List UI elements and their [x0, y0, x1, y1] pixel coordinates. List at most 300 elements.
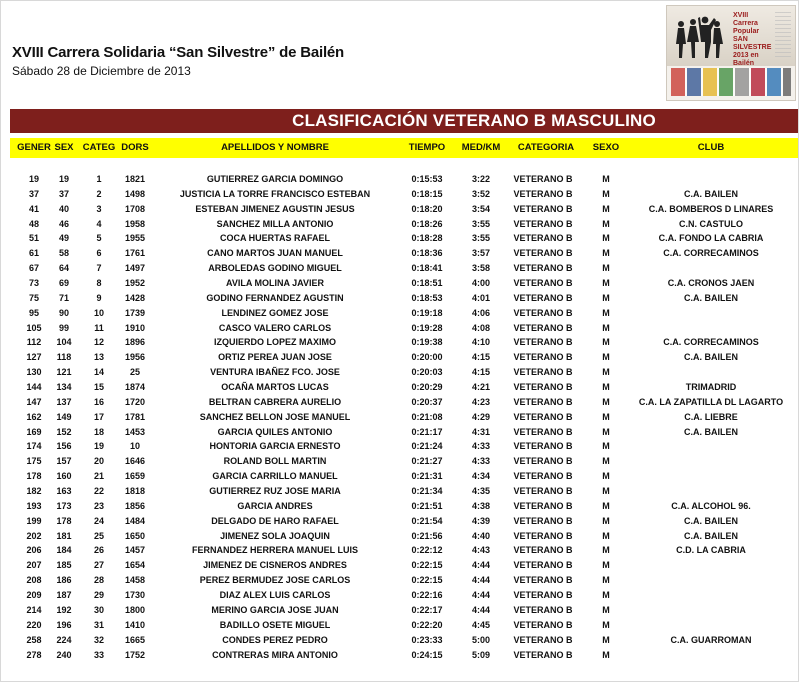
- cell-sex: 69: [58, 278, 69, 289]
- cell-dors: 1453: [124, 426, 146, 437]
- cell-med-km: 4:29: [471, 411, 490, 422]
- cell-gener: 19: [28, 174, 39, 184]
- table-row: [10, 276, 798, 291]
- cell-categ: 5: [96, 233, 102, 244]
- cell-dors: 1818: [124, 486, 146, 497]
- table-row: [10, 439, 798, 454]
- cell-tiempo: 0:21:31: [411, 471, 443, 482]
- cell-categoria: VETERANO B: [513, 471, 573, 482]
- cell-gener: 220: [26, 619, 42, 630]
- cell-sexo: M: [602, 575, 610, 586]
- cell-categ: 7: [96, 263, 102, 274]
- cell-med-km: 4:45: [471, 619, 490, 630]
- cell-apellidos: JUSTICIA LA TORRE FRANCISCO ESTEBAN: [179, 188, 371, 199]
- col-header-categ: CATEG: [82, 142, 116, 153]
- cell-categoria: VETERANO B: [513, 292, 573, 303]
- cell-tiempo: 0:19:18: [411, 307, 443, 318]
- cell-categoria: VETERANO B: [513, 634, 573, 645]
- cell-apellidos: JIMENEZ DE CISNEROS ANDRES: [203, 560, 347, 571]
- cell-sex: 152: [56, 426, 72, 437]
- cell-sexo: M: [602, 337, 610, 348]
- cell-gener: 206: [26, 545, 42, 556]
- cell-categoria: VETERANO B: [513, 604, 573, 615]
- cell-categ: 23: [93, 500, 104, 511]
- cell-sex: 64: [58, 263, 69, 274]
- cell-dors: 1896: [124, 337, 146, 348]
- cell-apellidos: DIAZ ALEX LUIS CARLOS: [219, 590, 331, 601]
- cell-gener: 193: [26, 500, 42, 511]
- cell-gener: 162: [26, 411, 42, 422]
- cell-dors: 1739: [124, 307, 146, 318]
- cell-med-km: 4:01: [471, 292, 490, 303]
- cell-tiempo: 0:15:53: [411, 174, 443, 184]
- results-table-body: [10, 172, 798, 662]
- cell-sex: 118: [56, 352, 72, 363]
- cell-apellidos: OCAÑA MARTOS LUCAS: [221, 382, 329, 393]
- cell-categoria: VETERANO B: [513, 337, 573, 348]
- table-row: [10, 172, 798, 187]
- cell-med-km: 4:38: [471, 500, 490, 511]
- cell-apellidos: SANCHEZ MILLA ANTONIO: [216, 218, 334, 229]
- cell-apellidos: ESTEBAN JIMENEZ AGUSTIN JESUS: [195, 203, 355, 214]
- cell-med-km: 4:10: [471, 337, 490, 348]
- cell-club: C.A. BAILEN: [684, 352, 738, 363]
- cell-dors: 1781: [124, 411, 146, 422]
- cell-gener: 214: [26, 604, 42, 615]
- cell-apellidos: GARCIA CARRILLO MANUEL: [212, 471, 338, 482]
- cell-tiempo: 0:22:15: [411, 560, 443, 571]
- cell-tiempo: 0:23:33: [411, 634, 443, 645]
- cell-sexo: M: [602, 174, 610, 184]
- cell-sexo: M: [602, 203, 610, 214]
- cell-tiempo: 0:21:54: [411, 515, 443, 526]
- cell-med-km: 5:09: [471, 649, 490, 660]
- cell-gener: 130: [26, 367, 42, 378]
- col-header-categoria: CATEGORIA: [517, 142, 575, 153]
- cell-categ: 10: [93, 307, 104, 318]
- cell-sexo: M: [602, 634, 610, 645]
- cell-med-km: 4:35: [471, 486, 490, 497]
- cell-dors: 10: [129, 441, 140, 452]
- cell-categ: 6: [96, 248, 102, 259]
- poster-title: XVIII Carrera Popular SAN SILVESTRE 2013 en Bailén: [733, 12, 772, 67]
- cell-categoria: VETERANO B: [513, 456, 573, 467]
- cell-categoria: VETERANO B: [513, 188, 573, 199]
- cell-categ: 4: [96, 218, 102, 229]
- cell-gener: 48: [28, 218, 39, 229]
- table-row: [10, 469, 798, 484]
- cell-tiempo: 0:21:34: [411, 486, 443, 497]
- cell-categoria: VETERANO B: [513, 218, 573, 229]
- cell-tiempo: 0:22:16: [411, 590, 443, 601]
- cell-tiempo: 0:21:56: [411, 530, 443, 541]
- cell-tiempo: 0:21:24: [411, 441, 443, 452]
- cell-gener: 73: [28, 278, 39, 289]
- cell-sexo: M: [602, 278, 610, 289]
- cell-apellidos: ROLAND BOLL MARTIN: [223, 456, 327, 467]
- cell-sexo: M: [602, 322, 610, 333]
- cell-tiempo: 0:20:37: [411, 396, 443, 407]
- cell-apellidos: SANCHEZ BELLON JOSE MANUEL: [199, 411, 351, 422]
- table-row: [10, 321, 798, 336]
- cell-club: C.A. CORRECAMINOS: [663, 337, 759, 348]
- cell-apellidos: GARCIA QUILES ANTONIO: [217, 426, 333, 437]
- cell-categoria: VETERANO B: [513, 441, 573, 452]
- cell-sex: 178: [56, 515, 72, 526]
- cell-categ: 1: [96, 174, 102, 184]
- cell-club: C.A. BOMBEROS D LINARES: [648, 203, 774, 214]
- event-date: Sábado 28 de Diciembre de 2013: [12, 64, 191, 78]
- cell-sex: 181: [56, 530, 72, 541]
- cell-apellidos: ARBOLEDAS GODINO MIGUEL: [208, 263, 342, 274]
- cell-club: C.A. BAILEN: [684, 515, 738, 526]
- table-row: [10, 454, 798, 469]
- table-row: [10, 306, 798, 321]
- cell-tiempo: 0:21:17: [411, 426, 443, 437]
- table-header: [10, 138, 798, 158]
- table-row: [10, 543, 798, 558]
- cell-categoria: VETERANO B: [513, 263, 573, 274]
- cell-tiempo: 0:18:41: [411, 263, 443, 274]
- cell-med-km: 4:43: [471, 545, 490, 556]
- cell-apellidos: DELGADO DE HARO RAFAEL: [211, 515, 339, 526]
- cell-categoria: VETERANO B: [513, 174, 573, 184]
- cell-dors: 1708: [124, 203, 146, 214]
- cell-sex: 224: [56, 634, 72, 645]
- cell-med-km: 4:31: [471, 426, 490, 437]
- cell-gener: 178: [26, 471, 42, 482]
- cell-dors: 1457: [124, 545, 146, 556]
- table-row: [10, 633, 798, 648]
- cell-club: C.N. CASTULO: [679, 218, 743, 229]
- col-header-dors: DORS: [121, 142, 149, 153]
- cell-sexo: M: [602, 590, 610, 601]
- cell-categ: 29: [93, 590, 104, 601]
- cell-categoria: VETERANO B: [513, 545, 573, 556]
- cell-sexo: M: [602, 515, 610, 526]
- cell-categ: 30: [93, 604, 104, 615]
- cell-categoria: VETERANO B: [513, 500, 573, 511]
- cell-sex: 46: [58, 218, 69, 229]
- cell-tiempo: 0:22:15: [411, 575, 443, 586]
- cell-club: C.A. ALCOHOL 96.: [671, 500, 751, 511]
- cell-sex: 104: [56, 337, 72, 348]
- cell-tiempo: 0:18:51: [411, 278, 443, 289]
- cell-apellidos: VENTURA IBAÑEZ FCO. JOSE: [210, 367, 340, 378]
- cell-club: TRIMADRID: [685, 382, 737, 393]
- cell-dors: 1497: [124, 263, 146, 274]
- cell-tiempo: 0:21:08: [411, 411, 443, 422]
- cell-tiempo: 0:22:17: [411, 604, 443, 615]
- cell-sexo: M: [602, 292, 610, 303]
- runners-silhouette-icon: [671, 14, 729, 64]
- cell-categoria: VETERANO B: [513, 322, 573, 333]
- cell-sexo: M: [602, 486, 610, 497]
- cell-club: C.D. LA CABRIA: [676, 545, 746, 556]
- table-row: [10, 261, 798, 276]
- cell-dors: 25: [129, 367, 140, 378]
- cell-dors: 1955: [124, 233, 146, 244]
- cell-gener: 202: [26, 530, 42, 541]
- event-poster-image: [666, 5, 796, 101]
- cell-categ: 21: [93, 471, 104, 482]
- cell-sexo: M: [602, 367, 610, 378]
- col-header-apellidos: APELLIDOS Y NOMBRE: [221, 142, 329, 153]
- cell-sex: 163: [56, 486, 72, 497]
- cell-club: C.A. CRONOS JAEN: [667, 278, 755, 289]
- cell-med-km: 3:57: [471, 248, 490, 259]
- cell-sex: 99: [58, 322, 69, 333]
- col-header-club: CLUB: [697, 142, 725, 153]
- cell-sex: 192: [56, 604, 72, 615]
- cell-dors: 1484: [124, 515, 146, 526]
- table-row: [10, 529, 798, 544]
- cell-categoria: VETERANO B: [513, 367, 573, 378]
- cell-categ: 32: [93, 634, 104, 645]
- cell-sexo: M: [602, 307, 610, 318]
- cell-sex: 160: [56, 471, 72, 482]
- cell-club: C.A. LIEBRE: [684, 411, 738, 422]
- cell-sexo: M: [602, 456, 610, 467]
- cell-sexo: M: [602, 560, 610, 571]
- cell-apellidos: FERNANDEZ HERRERA MANUEL LUIS: [191, 545, 358, 556]
- table-row: [10, 350, 798, 365]
- cell-tiempo: 0:18:28: [411, 233, 443, 244]
- cell-med-km: 4:08: [471, 322, 490, 333]
- cell-sex: 240: [56, 649, 72, 660]
- cell-med-km: 3:58: [471, 263, 490, 274]
- cell-med-km: 4:06: [471, 307, 490, 318]
- cell-categ: 15: [93, 382, 104, 393]
- cell-club: C.A. CORRECAMINOS: [663, 248, 759, 259]
- cell-categ: 26: [93, 545, 104, 556]
- cell-med-km: 4:33: [471, 441, 490, 452]
- cell-sexo: M: [602, 530, 610, 541]
- cell-categ: 22: [93, 486, 104, 497]
- cell-gener: 61: [28, 248, 39, 259]
- table-row: [10, 187, 798, 202]
- cell-categoria: VETERANO B: [513, 530, 573, 541]
- cell-categ: 16: [93, 396, 104, 407]
- cell-categ: 25: [93, 530, 104, 541]
- cell-sex: 196: [56, 619, 72, 630]
- cell-categ: 19: [93, 441, 104, 452]
- cell-categ: 13: [93, 352, 104, 363]
- cell-med-km: 3:54: [471, 203, 490, 214]
- cell-categoria: VETERANO B: [513, 248, 573, 259]
- cell-gener: 67: [28, 263, 39, 274]
- table-row: [10, 558, 798, 573]
- cell-tiempo: 0:21:51: [411, 500, 443, 511]
- cell-apellidos: BADILLO OSETE MIGUEL: [219, 619, 331, 630]
- cell-dors: 1958: [124, 218, 146, 229]
- cell-categ: 14: [93, 367, 104, 378]
- cell-med-km: 3:22: [471, 174, 490, 184]
- cell-tiempo: 0:18:20: [411, 203, 443, 214]
- cell-med-km: 4:33: [471, 456, 490, 467]
- cell-apellidos: GUTIERREZ RUZ JOSE MARIA: [209, 486, 341, 497]
- cell-categ: 24: [93, 515, 104, 526]
- cell-med-km: 4:44: [471, 560, 490, 571]
- cell-sex: 90: [58, 307, 69, 318]
- cell-sexo: M: [602, 545, 610, 556]
- cell-tiempo: 0:22:20: [411, 619, 443, 630]
- cell-gener: 199: [26, 515, 42, 526]
- table-row: [10, 648, 798, 663]
- cell-gener: 127: [26, 352, 42, 363]
- cell-dors: 1952: [124, 278, 146, 289]
- cell-categoria: VETERANO B: [513, 575, 573, 586]
- table-row: [10, 365, 798, 380]
- table-row: [10, 246, 798, 261]
- cell-tiempo: 0:21:27: [411, 456, 443, 467]
- col-header-sexo: SEXO: [592, 142, 620, 153]
- cell-med-km: 3:55: [471, 233, 490, 244]
- cell-apellidos: HONTORIA GARCIA ERNESTO: [209, 441, 341, 452]
- cell-categ: 3: [96, 203, 102, 214]
- cell-med-km: 4:44: [471, 590, 490, 601]
- cell-tiempo: 0:18:53: [411, 292, 443, 303]
- cell-dors: 1752: [124, 649, 146, 660]
- event-title: XVIII Carrera Solidaria “San Silvestre” de Bailén: [12, 44, 345, 61]
- cell-apellidos: CONDES PEREZ PEDRO: [222, 634, 328, 645]
- cell-sexo: M: [602, 233, 610, 244]
- cell-categoria: VETERANO B: [513, 203, 573, 214]
- cell-gener: 75: [28, 292, 39, 303]
- table-row: [10, 514, 798, 529]
- table-row: [10, 217, 798, 232]
- cell-apellidos: BELTRAN CABRERA AURELIO: [208, 396, 342, 407]
- cell-sexo: M: [602, 396, 610, 407]
- cell-gener: 209: [26, 590, 42, 601]
- cell-gener: 37: [28, 188, 39, 199]
- cell-club: C.A. GUARROMAN: [670, 634, 752, 645]
- cell-sexo: M: [602, 382, 610, 393]
- cell-sex: 186: [56, 575, 72, 586]
- cell-gener: 182: [26, 486, 42, 497]
- table-row: [10, 231, 798, 246]
- cell-apellidos: IZQUIERDO LOPEZ MAXIMO: [213, 337, 336, 348]
- cell-categoria: VETERANO B: [513, 515, 573, 526]
- cell-dors: 1956: [124, 352, 146, 363]
- cell-sexo: M: [602, 500, 610, 511]
- cell-apellidos: AVILA MOLINA JAVIER: [225, 278, 324, 289]
- classification-banner: CLASIFICACIÓN VETERANO B MASCULINO: [10, 109, 798, 133]
- cell-gener: 258: [26, 634, 42, 645]
- cell-dors: 1856: [124, 500, 146, 511]
- cell-med-km: 4:15: [471, 367, 490, 378]
- cell-sexo: M: [602, 248, 610, 259]
- cell-tiempo: 0:20:29: [411, 382, 443, 393]
- cell-dors: 1650: [124, 530, 146, 541]
- cell-sex: 121: [56, 367, 72, 378]
- cell-gener: 207: [26, 560, 42, 571]
- table-row: [10, 573, 798, 588]
- cell-apellidos: CONTRERAS MIRA ANTONIO: [212, 649, 338, 660]
- cell-med-km: 3:52: [471, 188, 490, 199]
- cell-sex: 40: [58, 203, 69, 214]
- table-row: [10, 425, 798, 440]
- cell-dors: 1410: [124, 619, 146, 630]
- cell-sex: 149: [56, 411, 72, 422]
- table-row: [10, 202, 798, 217]
- cell-categ: 33: [93, 649, 104, 660]
- col-header-tiempo: TIEMPO: [408, 142, 446, 153]
- cell-gener: 41: [28, 203, 39, 214]
- cell-categoria: VETERANO B: [513, 411, 573, 422]
- col-header-gener: GENER: [17, 142, 51, 153]
- cell-gener: 147: [26, 396, 42, 407]
- cell-tiempo: 0:18:26: [411, 218, 443, 229]
- cell-tiempo: 0:24:15: [411, 649, 443, 660]
- cell-sexo: M: [602, 352, 610, 363]
- cell-med-km: 4:34: [471, 471, 490, 482]
- cell-dors: 1659: [124, 471, 146, 482]
- cell-med-km: 4:21: [471, 382, 490, 393]
- cell-tiempo: 0:18:36: [411, 248, 443, 259]
- cell-sexo: M: [602, 471, 610, 482]
- cell-med-km: 4:00: [471, 278, 490, 289]
- col-header-sex: SEX: [54, 142, 74, 153]
- table-row: [10, 291, 798, 306]
- col-header-med-km: MED/KM: [461, 142, 501, 153]
- cell-sex: 49: [58, 233, 69, 244]
- cell-tiempo: 0:19:38: [411, 337, 443, 348]
- cell-sex: 58: [58, 248, 69, 259]
- cell-sex: 37: [58, 188, 69, 199]
- cell-club: C.A. FONDO LA CABRIA: [658, 233, 764, 244]
- cell-sex: 137: [56, 396, 72, 407]
- cell-gener: 169: [26, 426, 42, 437]
- cell-apellidos: PEREZ BERMUDEZ JOSE CARLOS: [199, 575, 351, 586]
- cell-categ: 31: [93, 619, 104, 630]
- cell-gener: 144: [26, 382, 42, 393]
- cell-gener: 112: [26, 337, 42, 348]
- cell-sex: 173: [56, 500, 72, 511]
- cell-sex: 134: [56, 382, 72, 393]
- cell-med-km: 3:55: [471, 218, 490, 229]
- cell-sexo: M: [602, 619, 610, 630]
- cell-sexo: M: [602, 411, 610, 422]
- cell-gener: 105: [26, 322, 42, 333]
- table-row: [10, 603, 798, 618]
- cell-categoria: VETERANO B: [513, 307, 573, 318]
- cell-apellidos: COCA HUERTAS RAFAEL: [220, 233, 330, 244]
- cell-club: C.A. BAILEN: [684, 426, 738, 437]
- cell-gener: 51: [28, 233, 39, 244]
- cell-categ: 27: [93, 560, 104, 571]
- cell-sex: 71: [58, 292, 69, 303]
- cell-apellidos: GODINO FERNANDEZ AGUSTIN: [206, 292, 344, 303]
- cell-apellidos: GARCIA ANDRES: [237, 500, 313, 511]
- cell-gener: 208: [26, 575, 42, 586]
- cell-tiempo: 0:20:00: [411, 352, 443, 363]
- cell-categoria: VETERANO B: [513, 426, 573, 437]
- cell-categ: 8: [96, 278, 102, 289]
- table-row: [10, 618, 798, 633]
- cell-tiempo: 0:22:12: [411, 545, 443, 556]
- cell-gener: 174: [26, 441, 42, 452]
- cell-med-km: 4:39: [471, 515, 490, 526]
- cell-dors: 1910: [124, 322, 146, 333]
- cell-sexo: M: [602, 263, 610, 274]
- cell-categ: 17: [93, 411, 104, 422]
- cell-categ: 2: [96, 188, 102, 199]
- cell-dors: 1665: [124, 634, 146, 645]
- cell-dors: 1730: [124, 590, 146, 601]
- table-row: [10, 410, 798, 425]
- cell-med-km: 4:15: [471, 352, 490, 363]
